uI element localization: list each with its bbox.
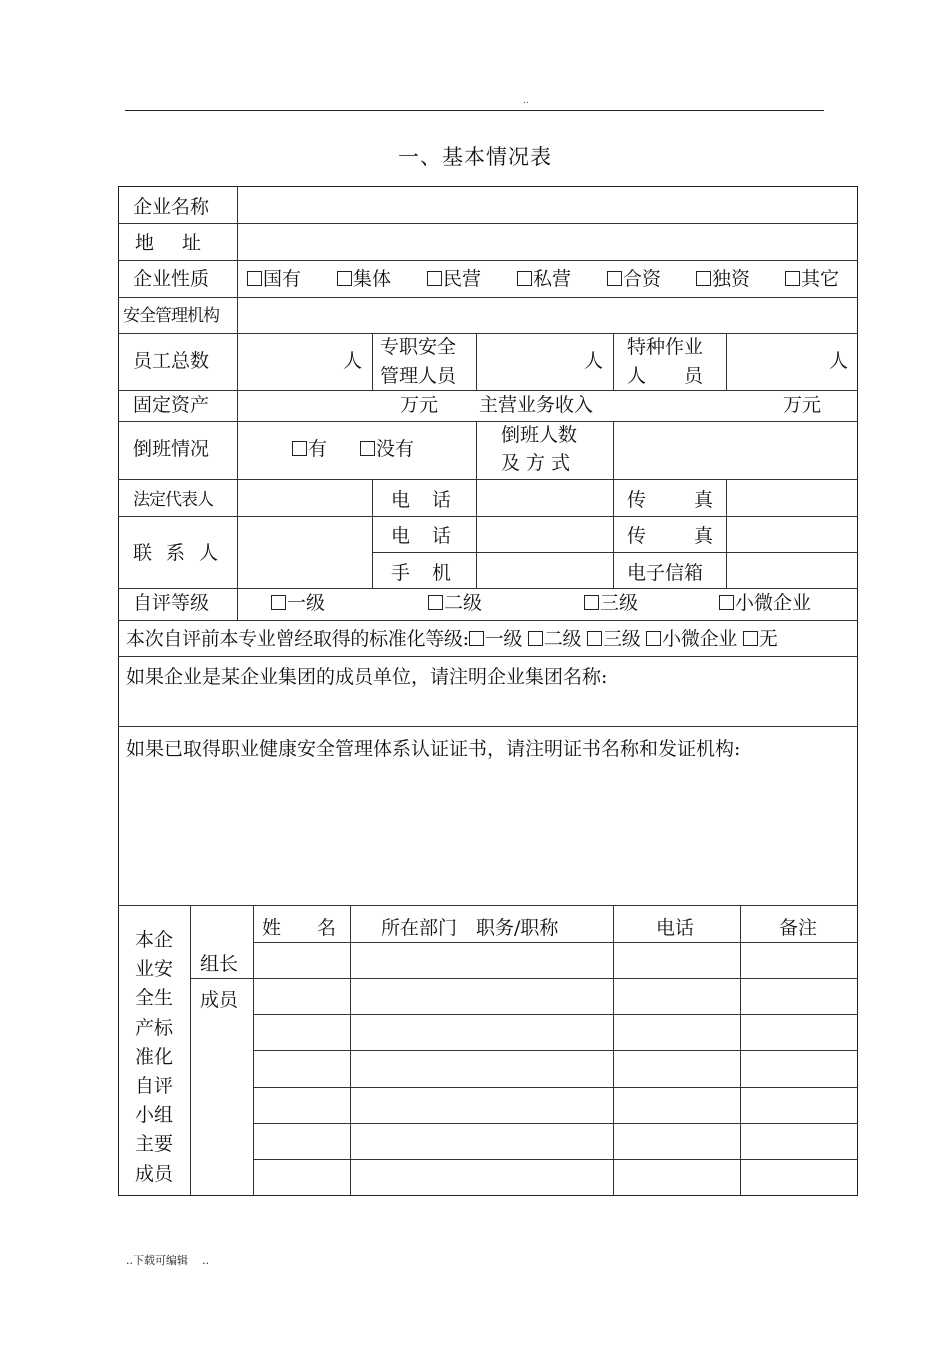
checkbox-icon[interactable] [428, 595, 443, 610]
contact-label: 联系人 [133, 542, 233, 564]
shift-count-label-1: 倒班人数 [501, 424, 578, 446]
col-divider [372, 333, 373, 390]
row-divider [253, 1159, 858, 1160]
row-divider [118, 588, 858, 589]
self-rating-option[interactable]: 三级 [584, 591, 638, 615]
shift-count-label-2: 及 方 式 [501, 452, 571, 474]
shift-option-yes[interactable]: 有 [292, 437, 327, 461]
legal-rep-label: 法定代表人 [133, 490, 213, 510]
legal-rep-phone-label: 电话 [391, 489, 474, 511]
team-header-phone: 电话 [656, 917, 695, 939]
address-field[interactable] [240, 225, 856, 259]
row-divider [118, 905, 858, 906]
staff-total-label: 员工总数 [133, 350, 210, 372]
row-divider [118, 726, 858, 727]
col-divider [350, 905, 351, 1196]
col-divider [190, 905, 191, 1196]
checkbox-icon[interactable] [584, 595, 599, 610]
header-mark: .. [523, 96, 529, 106]
team-section-label: 本企 业安 全生 产标 准化 自评 小组 主要 成员 [134, 929, 173, 1185]
row-divider [118, 620, 858, 621]
row-divider [118, 479, 858, 480]
col-divider [476, 333, 477, 390]
col-divider [237, 186, 238, 620]
checkbox-icon[interactable] [292, 441, 307, 456]
special-ops-unit: 人 [829, 350, 849, 372]
col-divider [726, 333, 727, 390]
contact-phone-label: 电话 [391, 525, 474, 547]
col-divider [476, 421, 477, 479]
row-divider [118, 656, 858, 657]
row-divider [253, 1014, 858, 1015]
prev-grade-row [126, 627, 777, 651]
header-rule [125, 110, 824, 111]
self-rating-option[interactable]: 二级 [428, 591, 482, 615]
main-revenue-label: 主营业务收入 [479, 394, 594, 416]
main-revenue-unit: 万元 [783, 394, 822, 416]
col-divider [613, 905, 614, 1196]
row-divider [118, 260, 858, 261]
row-divider [118, 333, 858, 334]
prev-grade-option[interactable]: 一级 [469, 628, 522, 650]
row-divider [253, 1123, 858, 1124]
checkbox-icon[interactable] [517, 271, 532, 286]
fixed-assets-unit: 万元 [400, 394, 439, 416]
company-type-option[interactable]: 其它 [785, 267, 839, 291]
row-divider [253, 1087, 858, 1088]
special-ops-label-1: 特种作业 [627, 336, 704, 358]
row-divider [118, 297, 858, 298]
col-divider [740, 905, 741, 1196]
company-type-option[interactable]: 国有 [247, 267, 301, 291]
prev-grade-label: 本次自评前本专业曾经取得的标准化等级: [126, 628, 469, 650]
company-name-label: 企业名称 [133, 196, 210, 218]
checkbox-icon[interactable] [247, 271, 262, 286]
checkbox-icon[interactable] [646, 631, 661, 646]
row-divider [118, 516, 858, 517]
col-divider [613, 421, 614, 479]
page-footer: ..下载可编辑 .. [126, 1254, 209, 1267]
checkbox-icon[interactable] [607, 271, 622, 286]
prev-grade-option[interactable]: 无 [743, 628, 778, 650]
prev-grade-option[interactable]: 三级 [587, 628, 640, 650]
legal-rep-fax-label: 传真 [627, 489, 762, 511]
page-title: 一、基本情况表 [398, 145, 552, 169]
prev-grade-option[interactable]: 二级 [528, 628, 581, 650]
shift-label: 倒班情况 [133, 438, 210, 460]
basic-info-table [118, 186, 858, 1196]
team-header-name: 姓名 [262, 917, 373, 939]
row-divider [253, 942, 858, 943]
fulltime-safety-label-2: 管理人员 [380, 365, 457, 387]
fulltime-safety-unit: 人 [584, 350, 604, 372]
team-header-dept-title: 所在部门 职务/职称 [381, 917, 559, 939]
company-type-option[interactable]: 合资 [607, 267, 661, 291]
prev-grade-option[interactable]: 小微企业 [646, 628, 737, 650]
row-divider [118, 223, 858, 224]
cert-note-label: 如果已取得职业健康安全管理体系认证证书，请注明证书名称和发证机构: [126, 738, 741, 760]
contact-mobile-label: 手机 [391, 562, 474, 584]
self-rating-option[interactable]: 一级 [271, 591, 325, 615]
shift-option-no[interactable]: 没有 [360, 437, 414, 461]
col-divider [253, 905, 254, 1196]
checkbox-icon[interactable] [427, 271, 442, 286]
company-type-option[interactable]: 集体 [337, 267, 391, 291]
group-note-label: 如果企业是某企业集团的成员单位，请注明企业集团名称: [126, 666, 608, 688]
row-divider [118, 390, 858, 391]
self-rating-option[interactable]: 小微企业 [719, 591, 811, 615]
company-name-field[interactable] [240, 188, 856, 222]
company-type-option[interactable]: 民营 [427, 267, 481, 291]
checkbox-icon[interactable] [337, 271, 352, 286]
safety-org-label: 安全管理机构 [123, 306, 219, 326]
contact-fax-label: 传真 [627, 525, 762, 547]
row-divider [190, 978, 858, 979]
fixed-assets-label: 固定资产 [133, 394, 210, 416]
safety-org-field[interactable] [240, 299, 856, 332]
checkbox-icon[interactable] [696, 271, 711, 286]
row-divider [253, 1050, 858, 1051]
team-member-label: 成员 [200, 989, 239, 1011]
checkbox-icon[interactable] [271, 595, 286, 610]
checkbox-icon[interactable] [743, 631, 758, 646]
staff-total-unit: 人 [343, 350, 363, 372]
col-divider [476, 479, 477, 588]
checkbox-icon[interactable] [719, 595, 734, 610]
address-label: 地址 [135, 232, 230, 254]
checkbox-icon[interactable] [528, 631, 543, 646]
checkbox-icon[interactable] [587, 631, 602, 646]
col-divider [613, 333, 614, 390]
company-type-label: 企业性质 [133, 268, 210, 290]
self-rating-label: 自评等级 [133, 592, 210, 614]
team-header-remark: 备注 [779, 917, 818, 939]
col-divider [372, 479, 373, 588]
contact-email-label: 电子信箱 [627, 562, 704, 584]
row-divider [372, 552, 858, 553]
special-ops-label-2: 人 员 [627, 365, 704, 387]
company-type-option[interactable]: 私营 [517, 267, 571, 291]
company-type-option[interactable]: 独资 [696, 267, 750, 291]
checkbox-icon[interactable] [785, 271, 800, 286]
fulltime-safety-label-1: 专职安全 [380, 336, 457, 358]
col-divider [613, 479, 614, 588]
team-leader-label: 组长 [200, 953, 239, 975]
row-divider [118, 421, 858, 422]
checkbox-icon[interactable] [469, 631, 484, 646]
checkbox-icon[interactable] [360, 441, 375, 456]
